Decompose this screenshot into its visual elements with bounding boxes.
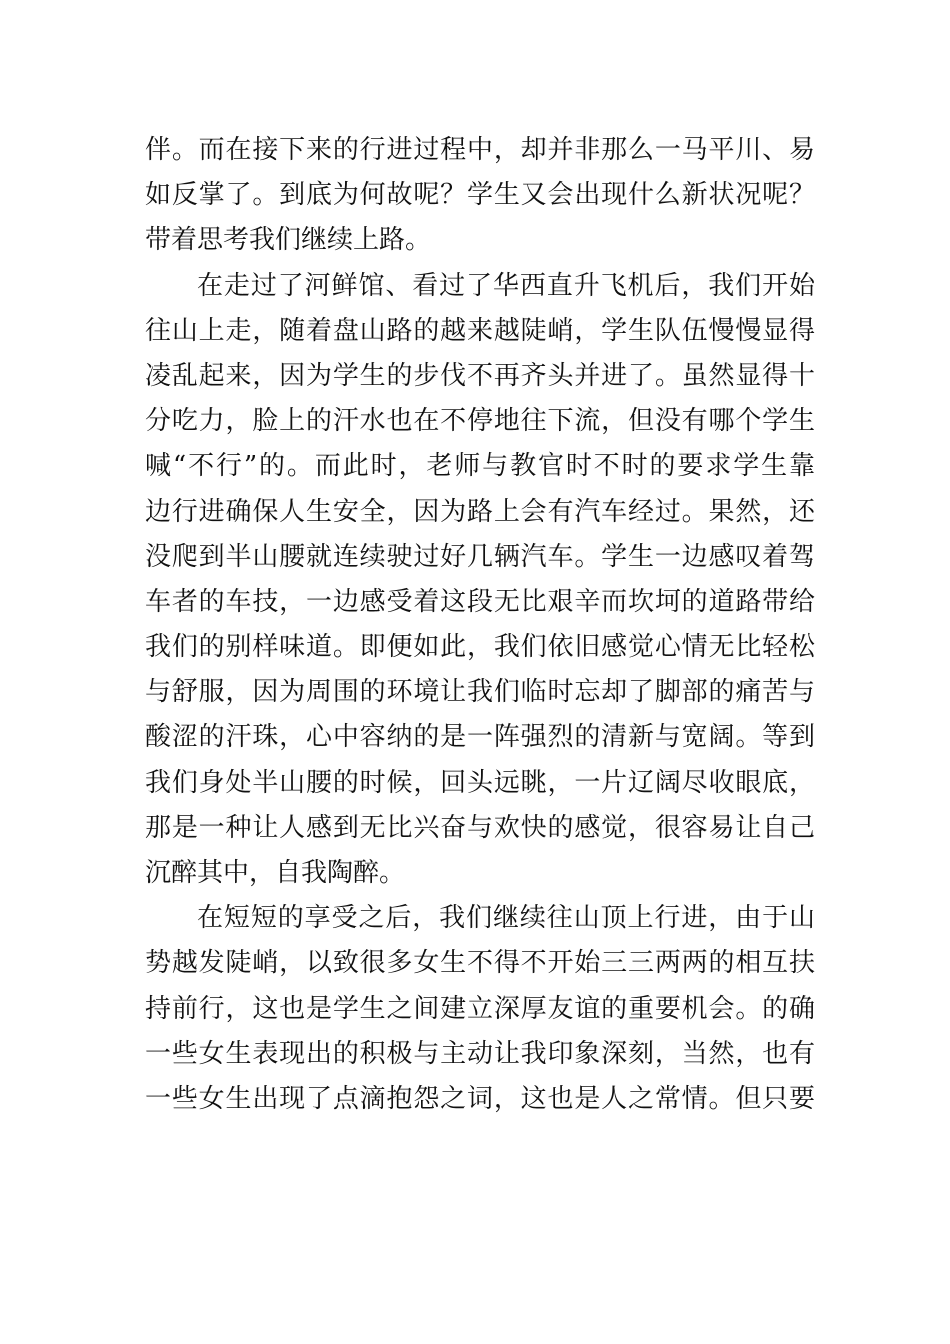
text-line: 沉醉其中，自我陶醉。 bbox=[145, 858, 406, 888]
text-line: 我们身处半山腰的时候，回头远眺，一片辽阔尽收眼底， bbox=[145, 767, 815, 798]
text-line: 一些女生出现了点滴抱怨之词，这也是人之常情。但只要 bbox=[145, 1083, 815, 1114]
text-line: 我们的别样味道。即便如此，我们依旧感觉心情无比轻松 bbox=[145, 632, 815, 663]
text-line: 往山上走，随着盘山路的越来越陡峭，学生队伍慢慢显得 bbox=[145, 315, 815, 346]
text-line: 如反掌了。到底为何故呢？学生又会出现什么新状况呢？ bbox=[145, 180, 815, 211]
paragraph-first-line: 在走过了河鲜馆、看过了华西直升飞机后，我们开始 bbox=[197, 270, 815, 301]
text-line: 伴。而在接下来的行进过程中，却并非那么一马平川、易 bbox=[145, 135, 815, 165]
text-line: 那是一种让人感到无比兴奋与欢快的感觉，很容易让自己 bbox=[145, 812, 815, 843]
paragraph-first-line: 在短短的享受之后，我们继续往山顶上行进，由于山 bbox=[197, 903, 815, 934]
text-line: 一些女生表现出的积极与主动让我印象深刻，当然，也有 bbox=[145, 1038, 815, 1069]
text-line: 车者的车技，一边感受着这段无比艰辛而坎坷的道路带给 bbox=[145, 586, 815, 617]
text-line: 酸涩的汗珠，心中容纳的是一阵强烈的清新与宽阔。等到 bbox=[145, 722, 815, 753]
text-line: 喊“不行”的。而此时，老师与教官时不时的要求学生靠 bbox=[145, 451, 815, 482]
text-line: 与舒服，因为周围的环境让我们临时忘却了脚部的痛苦与 bbox=[145, 677, 815, 708]
body-text bbox=[145, 128, 815, 1122]
text-line: 没爬到半山腰就连续驶过好几辆汽车。学生一边感叹着驾 bbox=[145, 541, 815, 572]
text-line: 带着思考我们继续上路。 bbox=[145, 225, 432, 256]
text-line: 边行进确保人生安全，因为路上会有汽车经过。果然，还 bbox=[145, 496, 815, 527]
text-line: 势越发陡峭，以致很多女生不得不开始三三两两的相互扶 bbox=[145, 948, 815, 979]
text-line: 凌乱起来，因为学生的步伐不再齐头并进了。虽然显得十 bbox=[145, 360, 815, 391]
text-line: 持前行，这也是学生之间建立深厚友谊的重要机会。的确 bbox=[145, 993, 815, 1024]
text-line: 分吃力，脸上的汗水也在不停地往下流，但没有哪个学生 bbox=[145, 406, 815, 437]
